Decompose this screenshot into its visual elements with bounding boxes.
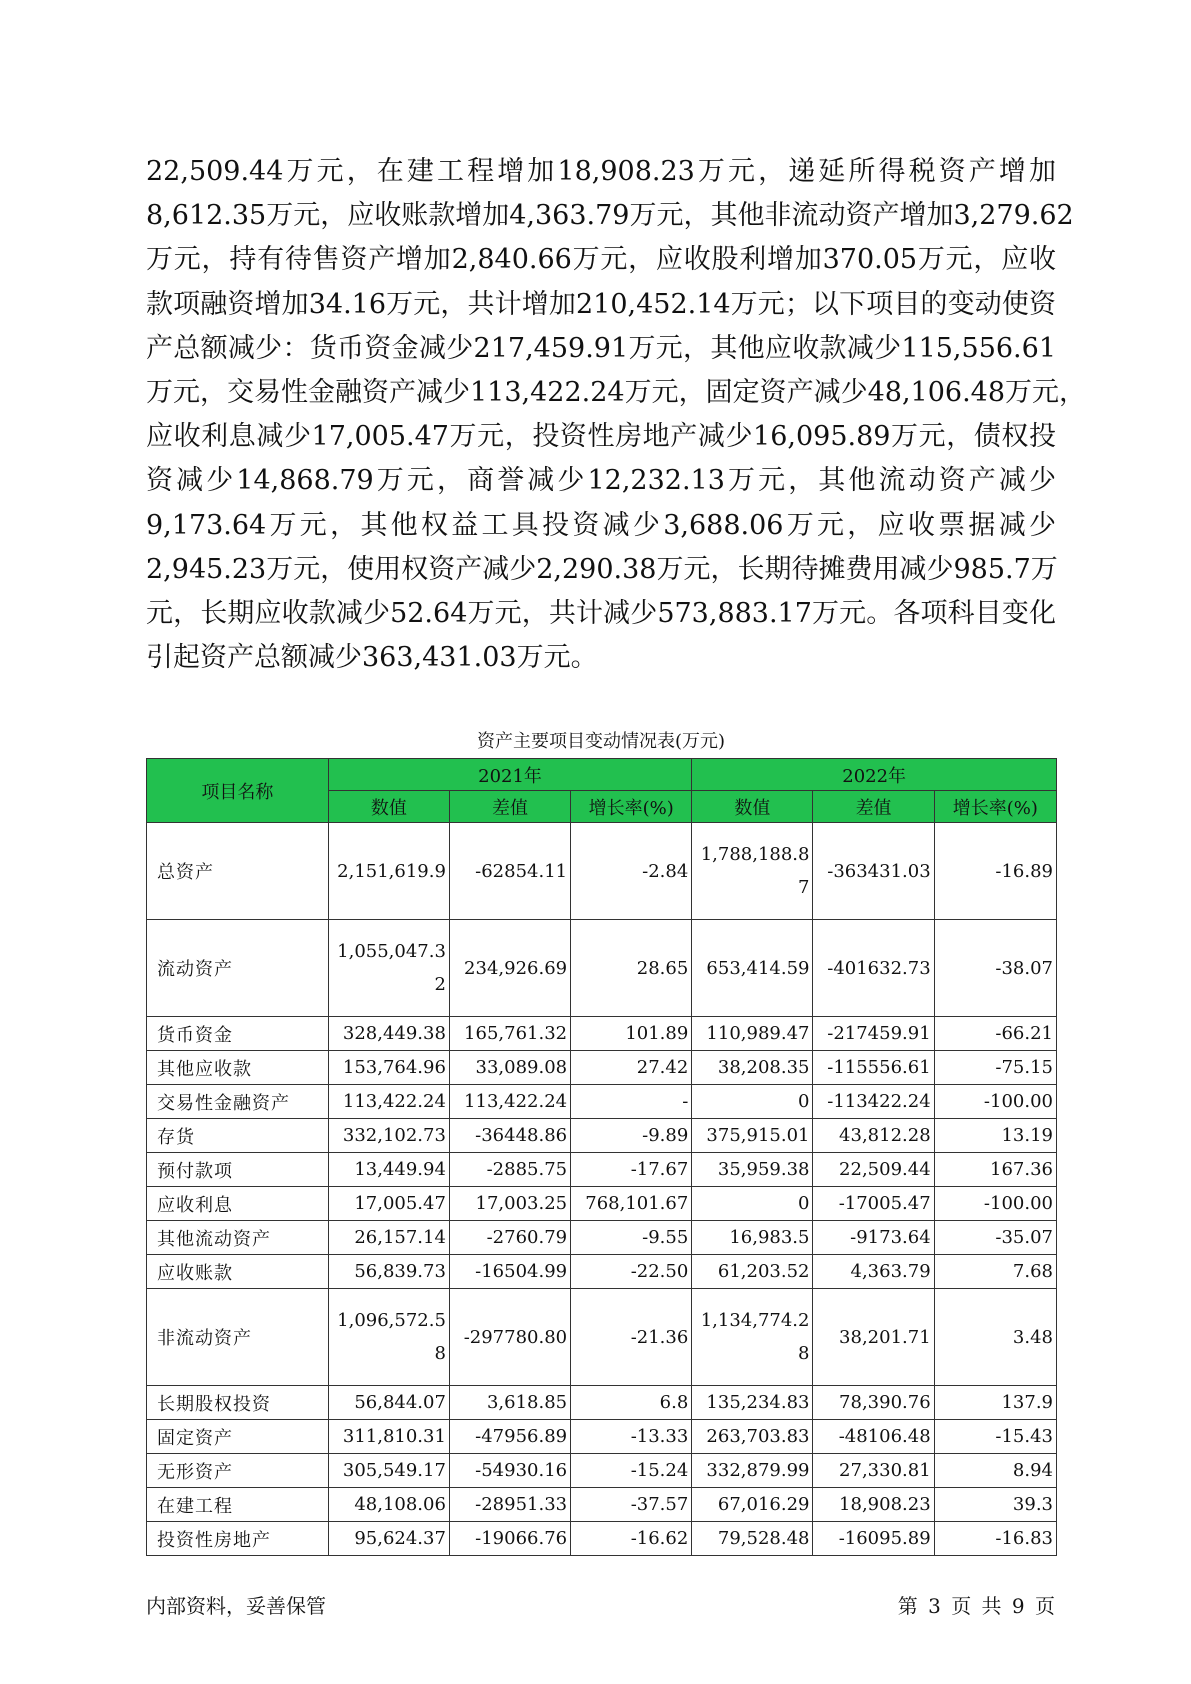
row-value-cell: -22.50	[571, 1255, 692, 1289]
row-value-cell: 35,959.38	[692, 1153, 813, 1187]
row-item-name: 投资性房地产	[147, 1522, 329, 1556]
row-value-cell: 38,201.71	[813, 1289, 934, 1386]
row-value-cell: 79,528.48	[692, 1522, 813, 1556]
row-value-cell: 6.8	[571, 1386, 692, 1420]
row-value-cell: 110,989.47	[692, 1017, 813, 1051]
row-value-cell: 33,089.08	[449, 1051, 570, 1085]
row-value-cell: 1,788,188.87	[692, 823, 813, 920]
row-value-cell: -47956.89	[449, 1420, 570, 1454]
row-value-cell: 38,208.35	[692, 1051, 813, 1085]
row-value-cell: -2760.79	[449, 1221, 570, 1255]
header-year-2022: 2022年	[692, 759, 1057, 791]
row-value-cell: 153,764.96	[328, 1051, 449, 1085]
row-value-cell: -9.55	[571, 1221, 692, 1255]
row-value-cell: -217459.91	[813, 1017, 934, 1051]
paragraph-line: 2,945.23万元，使用权资产减少2,290.38万元，长期待摊费用减少985.7万	[146, 553, 1058, 585]
row-value-cell: -15.24	[571, 1454, 692, 1488]
row-value-cell: 16,983.5	[692, 1221, 813, 1255]
row-value-cell: 328,449.38	[328, 1017, 449, 1051]
row-value-cell: -15.43	[934, 1420, 1056, 1454]
row-item-name: 无形资产	[147, 1454, 329, 1488]
row-value-cell: 56,844.07	[328, 1386, 449, 1420]
row-value-cell: -113422.24	[813, 1085, 934, 1119]
row-item-name: 其他应收款	[147, 1051, 329, 1085]
row-value-cell: 3.48	[934, 1289, 1056, 1386]
row-item-name: 存货	[147, 1119, 329, 1153]
table-row	[147, 1289, 1057, 1386]
row-value-cell: 39.3	[934, 1488, 1056, 1522]
row-value-cell: -66.21	[934, 1017, 1056, 1051]
row-item-name: 总资产	[147, 823, 329, 920]
row-value-cell: -37.57	[571, 1488, 692, 1522]
table-row	[147, 1017, 1057, 1051]
row-value-cell: -100.00	[934, 1085, 1056, 1119]
paragraph-line: 8,612.35万元，应收账款增加4,363.79万元，其他非流动资产增加3,279.62	[146, 200, 1074, 232]
row-value-cell: -16.62	[571, 1522, 692, 1556]
row-value-cell: 26,157.14	[328, 1221, 449, 1255]
row-item-name: 应收利息	[147, 1187, 329, 1221]
row-value-cell: 18,908.23	[813, 1488, 934, 1522]
table-row	[147, 1420, 1057, 1454]
row-value-cell: 311,810.31	[328, 1420, 449, 1454]
header-growth-2022: 增长率(%)	[934, 791, 1056, 823]
row-value-cell: 17,003.25	[449, 1187, 570, 1221]
row-value-cell: -13.33	[571, 1420, 692, 1454]
row-value-cell: 48,108.06	[328, 1488, 449, 1522]
paragraph-line: 元，长期应收款减少52.64万元，共计减少573,883.17万元。各项科目变化	[146, 598, 1056, 630]
row-value-cell: 305,549.17	[328, 1454, 449, 1488]
header-diff-2022: 差值	[813, 791, 934, 823]
row-value-cell: -35.07	[934, 1221, 1056, 1255]
row-value-cell: -	[571, 1085, 692, 1119]
row-value-cell: 22,509.44	[813, 1153, 934, 1187]
row-value-cell: 0	[692, 1187, 813, 1221]
header-value-2021: 数值	[328, 791, 449, 823]
row-value-cell: 7.68	[934, 1255, 1056, 1289]
row-value-cell: 95,624.37	[328, 1522, 449, 1556]
paragraph-line: 9,173.64万元，其他权益工具投资减少3,688.06万元，应收票据减少	[146, 509, 1056, 541]
row-item-name: 在建工程	[147, 1488, 329, 1522]
row-value-cell: 332,102.73	[328, 1119, 449, 1153]
table-row	[147, 823, 1057, 920]
row-value-cell: 768,101.67	[571, 1187, 692, 1221]
body-paragraph	[146, 150, 1087, 680]
row-value-cell: -19066.76	[449, 1522, 570, 1556]
row-value-cell: -48106.48	[813, 1420, 934, 1454]
row-value-cell: -9173.64	[813, 1221, 934, 1255]
row-value-cell: -75.15	[934, 1051, 1056, 1085]
row-value-cell: 8.94	[934, 1454, 1056, 1488]
row-value-cell: 13.19	[934, 1119, 1056, 1153]
row-item-name: 货币资金	[147, 1017, 329, 1051]
row-value-cell: 13,449.94	[328, 1153, 449, 1187]
table-row	[147, 920, 1057, 1017]
header-year-2021: 2021年	[328, 759, 692, 791]
paragraph-line: 应收利息减少17,005.47万元，投资性房地产减少16,095.89万元，债权投	[146, 421, 1056, 453]
row-value-cell: 137.9	[934, 1386, 1056, 1420]
row-value-cell: -21.36	[571, 1289, 692, 1386]
row-value-cell: 78,390.76	[813, 1386, 934, 1420]
table-row	[147, 1221, 1057, 1255]
footer-confidential-note: 内部资料，妥善保管	[146, 1594, 326, 1618]
paragraph-line: 22,509.44万元，在建工程增加18,908.23万元，递延所得税资产增加	[146, 156, 1056, 187]
paragraph-line: 引起资产总额减少363,431.03万元。	[146, 642, 598, 674]
row-value-cell: 135,234.83	[692, 1386, 813, 1420]
paragraph-line: 资减少14,868.79万元，商誉减少12,232.13万元，其他流动资产减少	[146, 465, 1056, 497]
header-item-name: 项目名称	[147, 759, 329, 823]
row-value-cell: -100.00	[934, 1187, 1056, 1221]
row-value-cell: 113,422.24	[328, 1085, 449, 1119]
table-row	[147, 1386, 1057, 1420]
row-value-cell: -16095.89	[813, 1522, 934, 1556]
row-value-cell: 61,203.52	[692, 1255, 813, 1289]
row-value-cell: 1,055,047.32	[328, 920, 449, 1017]
row-value-cell: 234,926.69	[449, 920, 570, 1017]
row-value-cell: -297780.80	[449, 1289, 570, 1386]
row-value-cell: -2885.75	[449, 1153, 570, 1187]
row-item-name: 交易性金融资产	[147, 1085, 329, 1119]
table-row	[147, 1051, 1057, 1085]
row-value-cell: -17.67	[571, 1153, 692, 1187]
table-row	[147, 1522, 1057, 1556]
row-value-cell: 653,414.59	[692, 920, 813, 1017]
row-item-name: 非流动资产	[147, 1289, 329, 1386]
footer-page-number: 第 3 页 共 9 页	[897, 1594, 1055, 1618]
row-value-cell: -115556.61	[813, 1051, 934, 1085]
paragraph-line: 产总额减少：货币资金减少217,459.91万元，其他应收款减少115,556.61	[146, 332, 1056, 364]
row-value-cell: 165,761.32	[449, 1017, 570, 1051]
asset-change-table	[146, 758, 1057, 1556]
row-value-cell: -17005.47	[813, 1187, 934, 1221]
row-value-cell: 375,915.01	[692, 1119, 813, 1153]
row-value-cell: -16.89	[934, 823, 1056, 920]
row-value-cell: 27.42	[571, 1051, 692, 1085]
row-value-cell: 28.65	[571, 920, 692, 1017]
table-row	[147, 1153, 1057, 1187]
paragraph-line: 万元，交易性金融资产减少113,422.24万元，固定资产减少48,106.48万元，	[146, 377, 1087, 409]
table-body	[147, 823, 1057, 1556]
table-row	[147, 1454, 1057, 1488]
row-value-cell: -9.89	[571, 1119, 692, 1153]
row-value-cell: 113,422.24	[449, 1085, 570, 1119]
row-value-cell: 332,879.99	[692, 1454, 813, 1488]
row-value-cell: 1,096,572.58	[328, 1289, 449, 1386]
row-value-cell: -363431.03	[813, 823, 934, 920]
header-value-2022: 数值	[692, 791, 813, 823]
paragraph-line: 万元，持有待售资产增加2,840.66万元，应收股利增加370.05万元，应收	[146, 244, 1056, 276]
header-diff-2021: 差值	[449, 791, 570, 823]
row-value-cell: -28951.33	[449, 1488, 570, 1522]
header-growth-2021: 增长率(%)	[571, 791, 692, 823]
row-value-cell: -401632.73	[813, 920, 934, 1017]
row-value-cell: 2,151,619.9	[328, 823, 449, 920]
row-value-cell: 167.36	[934, 1153, 1056, 1187]
row-value-cell: -36448.86	[449, 1119, 570, 1153]
row-value-cell: 27,330.81	[813, 1454, 934, 1488]
row-value-cell: 1,134,774.28	[692, 1289, 813, 1386]
row-value-cell: 56,839.73	[328, 1255, 449, 1289]
row-item-name: 流动资产	[147, 920, 329, 1017]
row-item-name: 长期股权投资	[147, 1386, 329, 1420]
row-value-cell: -62854.11	[449, 823, 570, 920]
row-item-name: 应收账款	[147, 1255, 329, 1289]
table-row	[147, 1085, 1057, 1119]
table-header	[147, 759, 1057, 823]
row-value-cell: -38.07	[934, 920, 1056, 1017]
row-value-cell: 17,005.47	[328, 1187, 449, 1221]
row-value-cell: 67,016.29	[692, 1488, 813, 1522]
row-value-cell: -54930.16	[449, 1454, 570, 1488]
table-row	[147, 1187, 1057, 1221]
row-item-name: 预付款项	[147, 1153, 329, 1187]
row-value-cell: 3,618.85	[449, 1386, 570, 1420]
row-value-cell: 43,812.28	[813, 1119, 934, 1153]
table-row	[147, 1488, 1057, 1522]
row-item-name: 固定资产	[147, 1420, 329, 1454]
table-caption: 资产主要项目变动情况表(万元)	[476, 731, 726, 752]
table-row	[147, 1119, 1057, 1153]
paragraph-line: 款项融资增加34.16万元，共计增加210,452.14万元；以下项目的变动使资	[146, 288, 1056, 320]
row-value-cell: -2.84	[571, 823, 692, 920]
row-value-cell: 101.89	[571, 1017, 692, 1051]
row-item-name: 其他流动资产	[147, 1221, 329, 1255]
row-value-cell: 263,703.83	[692, 1420, 813, 1454]
row-value-cell: 4,363.79	[813, 1255, 934, 1289]
row-value-cell: -16.83	[934, 1522, 1056, 1556]
table-row	[147, 1255, 1057, 1289]
row-value-cell: 0	[692, 1085, 813, 1119]
row-value-cell: -16504.99	[449, 1255, 570, 1289]
